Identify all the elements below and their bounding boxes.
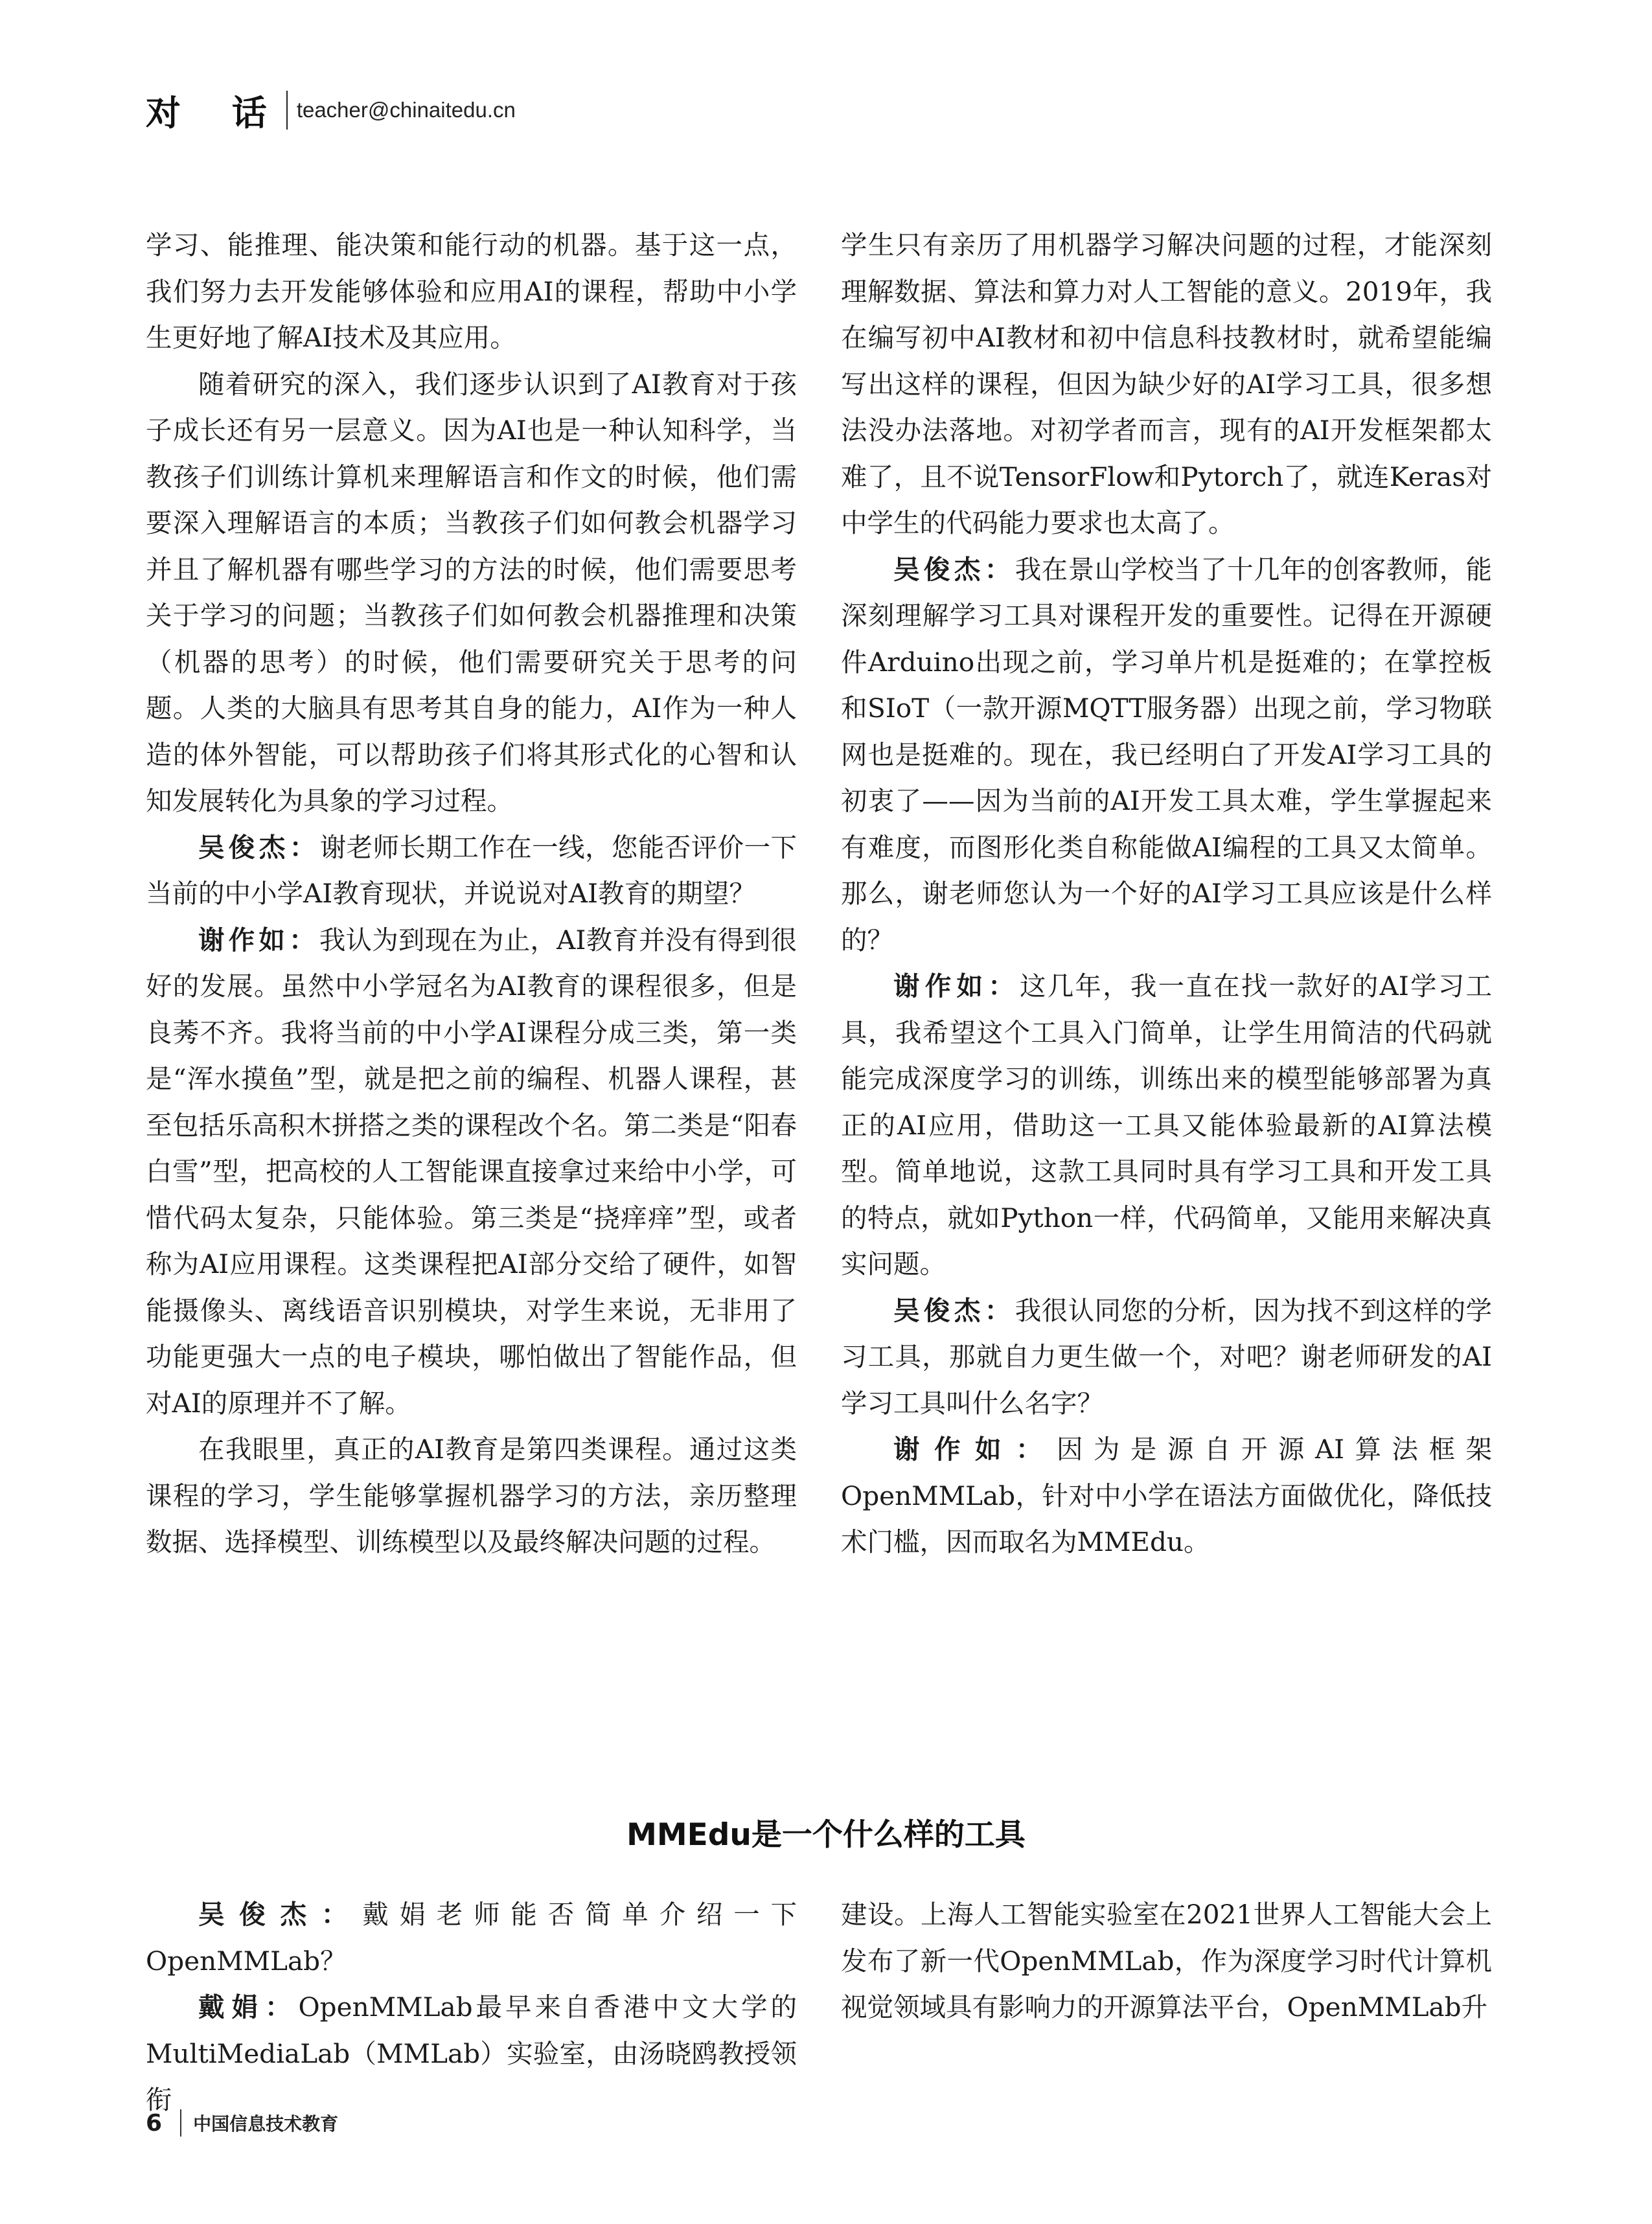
right-column-top [841, 222, 1492, 1566]
page-footer [146, 2107, 338, 2139]
dialogue-paragraph [146, 1984, 797, 2124]
dialogue-paragraph [146, 1892, 797, 1984]
dialogue-text: 谢老师长期工作在一线，您能否评价一下当前的中小学AI教育现状，并说说对AI教育的期望？ [146, 831, 797, 909]
paragraph: 学习、能推理、能决策和能行动的机器。基于这一点，我们努力去开发能够体验和应用AI的课程，帮助中小学生更好地了解AI技术及其应用。 [146, 229, 797, 353]
header-email: teacher@chinaitedu.cn [296, 98, 516, 122]
section-title: 对 话 [146, 92, 286, 133]
dialogue-paragraph [146, 825, 797, 917]
paragraph: 随着研究的深入，我们逐步认识到了AI教育对于孩子成长还有另一层意义。因为AI也是一种认知科学，当教孩子们训练计算机来理解语言和作文的时候，他们需要深入理解语言的本质；当教孩子们如何教会机器学习并且了解机器有哪些学习的方法的时候，他们需要思考关于学习的问题；当教孩子们如何教会机器推理和决策（机器的思考）的时候，他们需要研究关于思考的问题。人类的大脑具有思考其自身的能力，AI作为一种人造的体外智能，可以帮助孩子们将其形式化的心智和认知发展转化为具象的学习过程。 [146, 368, 797, 816]
right-column-bottom [841, 1892, 1492, 2031]
dialogue-text: 我认为到现在为止，AI教育并没有得到很好的发展。虽然中小学冠名为AI教育的课程很多，但是良莠不齐。我将当前的中小学AI课程分成三类，第一类是“浑水摸鱼”型，就是把之前的编程、机器人课程，甚至包括乐高积木拼搭之类的课程改个名。第二类是“阳春白雪”型，把高校的人工智能课直接拿过来给中小学，可惜代码太复杂，只能体验。第三类是“挠痒痒”型，或者称为AI应用课程。这类课程把AI部分交给了硬件，如智能摄像头、离线语音识别模块，对学生来说，无非用了功能更强大一点的电子模块，哪怕做出了智能作品，但对AI的原理并不了解。 [146, 924, 797, 1419]
dialogue-paragraph [841, 1288, 1492, 1427]
section-heading: MMEdu是一个什么样的工具 [626, 1817, 1026, 1853]
dialogue-text: OpenMMLab最早来自香港中文大学的MultiMediaLab（MMLab）实验室，由汤晓鸥教授领衔 [146, 1991, 797, 2115]
paragraph: 学生只有亲历了用机器学习解决问题的过程，才能深刻理解数据、算法和算力对人工智能的意义。2019年，我在编写初中AI教材和初中信息科技教材时，就希望能编写出这样的课程，但因为缺少好的AI学习工具，很多想法没办法落地。对初学者而言，现有的AI开发框架都太难了，且不说TensorFlow和Pytorch了，就连Keras对中学生的代码能力要求也太高了。 [841, 229, 1492, 538]
speaker-name: 戴娟： [198, 1991, 299, 2023]
speaker-name: 谢作如： [893, 970, 1020, 1002]
left-column-top [146, 222, 797, 1566]
speaker-name: 吴俊杰： [198, 1899, 363, 1930]
dialogue-text: 我很认同您的分析，因为找不到这样的学习工具，那就自力更生做一个，对吧？谢老师研发的AI学习工具叫什么名字？ [841, 1294, 1493, 1419]
paragraph: 在我眼里，真正的AI教育是第四类课程。通过这类课程的学习，学生能够掌握机器学习的方法，亲历整理数据、选择模型、训练模型以及最终解决问题的过程。 [146, 1434, 797, 1557]
dialogue-paragraph [841, 963, 1492, 1288]
speaker-name: 谢作如： [198, 924, 319, 956]
page-number: 6 [146, 2109, 163, 2137]
dialogue-text: 这几年，我一直在找一款好的AI学习工具，我希望这个工具入门简单，让学生用简洁的代码就能完成深度学习的训练，训练出来的模型能够部署为真正的AI应用，借助这一工具又能体验最新的AI算法模型。简单地说，这款工具同时具有学习工具和开发工具的特点，就如Python一样，代码简单，又能用来解决真实问题。 [841, 970, 1492, 1279]
dialogue-paragraph [146, 917, 797, 1427]
journal-name: 中国信息技术教育 [193, 2113, 339, 2135]
dialogue-text: 我在景山学校当了十几年的创客教师，能深刻理解学习工具对课程开发的重要性。记得在开源硬件Arduino出现之前，学习单片机是挺难的；在掌控板和SIoT（一款开源MQTT服务器）出现之前，学习物联网也是挺难的。现在，我已经明白了开发AI学习工具的初衷了——因为当前的AI开发工具太难，学生掌握起来有难度，而图形化类自称能做AI编程的工具又太简单。那么，谢老师您认为一个好的AI学习工具应该是什么样的？ [841, 553, 1493, 956]
page-header [146, 84, 516, 136]
footer-divider [180, 2109, 181, 2137]
left-column-bottom [146, 1892, 797, 2124]
paragraph: 建设。上海人工智能实验室在2021世界人工智能大会上发布了新一代OpenMMLab，作为深度学习时代计算机视觉领域具有影响力的开源算法平台，OpenMMLab升 [841, 1899, 1492, 2023]
speaker-name: 谢作如： [893, 1434, 1057, 1465]
dialogue-paragraph [841, 547, 1492, 964]
dialogue-text: 戴娟老师能否简单介绍一下OpenMMLab？ [146, 1899, 797, 1977]
speaker-name: 吴俊杰： [893, 1294, 1015, 1326]
dialogue-paragraph [841, 1427, 1492, 1566]
header-divider [286, 91, 288, 130]
speaker-name: 吴俊杰： [198, 831, 320, 863]
speaker-name: 吴俊杰： [893, 553, 1015, 585]
dialogue-text: 因为是源自开源AI算法框架OpenMMLab，针对中小学在语法方面做优化，降低技术门槛，因而取名为MMEdu。 [841, 1434, 1492, 1557]
